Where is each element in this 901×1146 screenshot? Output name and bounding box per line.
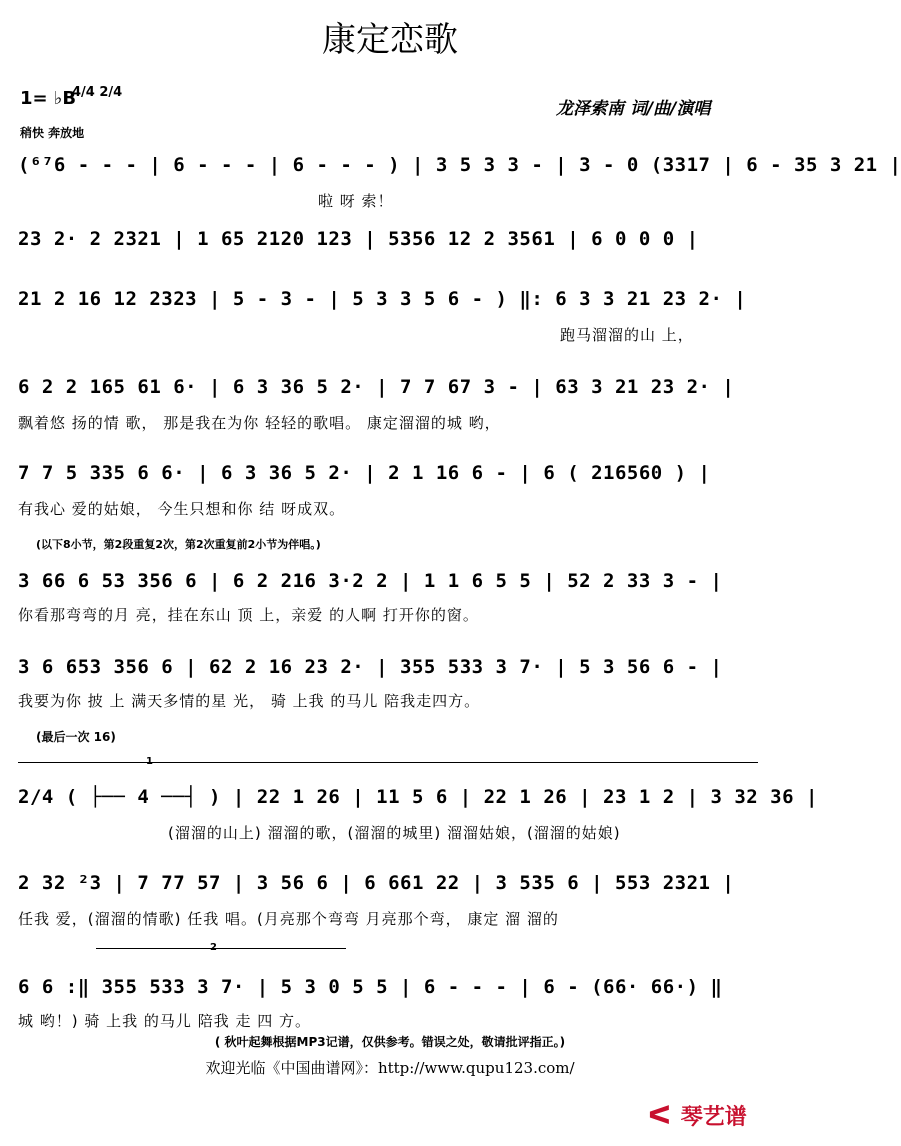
notation-line: 2/4 ( ├── 4 ──┤ ) | 22 1 26 | 11 5 6 | 22 1 26 | 23 1 2 | 3 32 36 | <box>18 786 818 808</box>
notation-line: 3 66 6 53 356 6 | 6 2 216 3·2 2 | 1 1 6 5 5 | 52 2 33 3 - | <box>18 570 723 592</box>
lyrics-line: 你看那弯弯的月 亮，挂在东山 顶 上，亲爱 的人啊 打开你的窗。 <box>18 606 479 624</box>
page-title: 康定恋歌 <box>322 20 458 60</box>
last-time-annotation: (最后一次 16) <box>36 730 116 744</box>
key-signature: 1= ♭B <box>20 88 77 109</box>
volta-bracket-2 <box>96 948 346 949</box>
lyrics-line: 有我心 爱的姑娘， 今生只想和你 结 呀成双。 <box>18 500 346 518</box>
site-link[interactable]: 欢迎光临《中国曲谱网》：http://www.qupu123.com/ <box>205 1059 575 1077</box>
logo-mark-icon: ᐸ <box>648 1101 672 1131</box>
repeat-annotation: (以下8小节，第2段重复2次，第2次重复前2小节为伴唱。) <box>36 538 321 551</box>
notation-line: 6 6 :‖ 355 533 3 7· | 5 3 0 5 5 | 6 - - - | 6 - (66· 66·) ‖ <box>18 976 723 998</box>
logo-text: 琴艺谱 <box>680 1105 747 1130</box>
meter-4-4: 4/4 <box>72 85 95 100</box>
lyrics-line: 任我 爱，(溜溜的情歌) 任我 唱。(月亮那个弯弯 月亮那个弯， 康定 溜 溜的 <box>18 910 559 928</box>
lyrics-line: 城 哟！) 骑 上我 的马儿 陪我 走 四 方。 <box>18 1012 311 1030</box>
notation-line: 21 2 16 12 2323 | 5 - 3 - | 5 3 3 5 6 - ) ‖: 6 3 3 21 23 2· | <box>18 288 747 310</box>
notation-line: 3 6 653 356 6 | 62 2 16 23 2· | 355 533 3 7· | 5 3 56 6 - | <box>18 656 723 678</box>
brand-logo <box>648 1100 747 1131</box>
lyrics-line: 啦 呀 索！ <box>318 192 394 210</box>
lyrics-line: 我要为你 披 上 满天多情的星 光， 骑 上我 的马儿 陪我走四方。 <box>18 692 481 710</box>
tempo-marking: 稍快 奔放地 <box>20 126 85 140</box>
notation-line: 7 7 5 335 6 6· | 6 3 36 5 2· | 2 1 16 6 - | 6 ( 216560 ) | <box>18 462 711 484</box>
time-signature <box>72 86 122 100</box>
lyrics-line: 飘着悠 扬的情 歌， 那是我在为你 轻轻的歌唱。 康定溜溜的城 哟， <box>18 414 501 432</box>
volta-number-2: 2 <box>210 942 217 953</box>
notation-line: 23 2· 2 2321 | 1 65 2120 123 | 5356 12 2 3561 | 6 0 0 0 | <box>18 228 699 250</box>
notation-line: 6 2 2 165 61 6· | 6 3 36 5 2· | 7 7 67 3 - | 63 3 21 23 2· | <box>18 376 735 398</box>
notation-line: (⁶⁷6 - - - | 6 - - - | 6 - - - ) | 3 5 3 3 - | 3 - 0 (3317 | 6 - 35 3 21 | <box>18 154 901 176</box>
lyrics-line: (溜溜的山上) 溜溜的歌，(溜溜的城里) 溜溜姑娘，(溜溜的姑娘) <box>168 824 621 842</box>
volta-bracket-1 <box>18 762 758 763</box>
transcription-note: ( 秋叶起舞根据MP3记谱，仅供参考。错误之处，敬请批评指正。) <box>214 1035 566 1049</box>
volta-number-1: 1 <box>146 756 153 767</box>
meter-2-4: 2/4 <box>99 85 123 100</box>
credits: 龙泽索南 词/曲/演唱 <box>556 99 711 119</box>
lyrics-line: 跑马溜溜的山 上， <box>560 326 694 344</box>
notation-line: 2 32 ²3 | 7 77 57 | 3 56 6 | 6 661 22 | 3 535 6 | 553 2321 | <box>18 872 735 894</box>
